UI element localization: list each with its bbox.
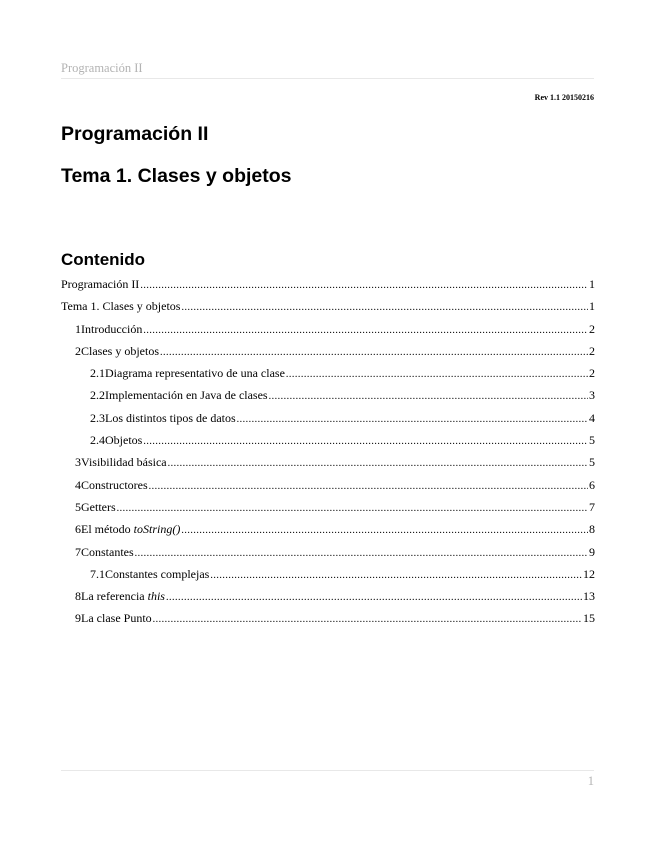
toc-entry-page: 6 <box>589 477 595 492</box>
toc-entry-label[interactable]: Programación II <box>61 277 140 291</box>
toc-entry-label[interactable]: 7Constantes <box>75 544 134 559</box>
toc-entry-label[interactable] <box>75 588 165 604</box>
toc-leader-dots <box>153 612 582 628</box>
toc-entry-label[interactable]: 4Constructores <box>75 477 148 492</box>
toc-entry[interactable] <box>61 410 595 432</box>
toc-entry[interactable] <box>61 521 595 543</box>
toc-entry[interactable] <box>61 610 595 632</box>
toc-leader-dots <box>168 456 588 472</box>
toc-entry-label-code: this <box>147 589 165 604</box>
toc-leader-dots <box>149 479 588 495</box>
toc-entry-label-code: toString() <box>133 522 181 537</box>
toc-entry[interactable] <box>61 321 595 343</box>
toc-entry[interactable] <box>61 365 595 387</box>
toc-leader-dots <box>135 546 588 562</box>
toc-entry[interactable] <box>61 499 595 521</box>
toc-entry-page: 3 <box>589 388 595 403</box>
toc-entry-page: 5 <box>589 433 595 448</box>
toc-leader-dots <box>237 412 588 428</box>
toc-entry[interactable] <box>61 566 595 588</box>
toc-entry-label[interactable]: 3Visibilidad básica <box>75 455 167 470</box>
toc-entry-page: 2 <box>589 321 595 336</box>
toc-leader-dots <box>143 323 588 339</box>
footer-divider <box>61 770 594 771</box>
toc-entry-page: 13 <box>583 589 595 604</box>
toc-entry[interactable] <box>61 588 595 610</box>
toc-leader-dots <box>269 389 588 405</box>
toc-entry-label[interactable]: 1Introducción <box>75 321 143 336</box>
toc-entry-label[interactable]: 5Getters <box>75 499 116 514</box>
running-header: Programación II <box>61 61 594 79</box>
toc-entry-page: 9 <box>589 544 595 559</box>
toc-entry-page: 2 <box>589 343 595 358</box>
toc-entry[interactable] <box>61 544 595 566</box>
toc-leader-dots <box>166 590 582 606</box>
toc-entry[interactable] <box>61 298 595 320</box>
toc-entry-page: 15 <box>583 611 595 626</box>
document-subtitle: Tema 1. Clases y objetos <box>61 165 292 187</box>
toc-entry-label[interactable]: 2.1Diagrama representativo de una clase <box>90 366 285 381</box>
toc-entry[interactable] <box>61 477 595 499</box>
toc-leader-dots <box>140 278 588 294</box>
toc-entry-label[interactable] <box>75 521 180 537</box>
toc-entry-page: 4 <box>589 410 595 425</box>
toc-entry[interactable] <box>61 276 595 298</box>
toc-entry-page: 8 <box>589 522 595 537</box>
page-number: 1 <box>587 774 594 788</box>
toc-entry-page: 5 <box>589 455 595 470</box>
toc-leader-dots <box>181 523 588 539</box>
toc-entry-label[interactable]: 2.2Implementación en Java de clases <box>90 388 268 403</box>
toc-heading: Contenido <box>61 250 146 269</box>
table-of-contents <box>61 276 595 633</box>
toc-entry-label[interactable]: Tema 1. Clases y objetos <box>61 299 181 314</box>
toc-entry-page: 1 <box>589 299 595 314</box>
revision-label: Rev 1.1 20150216 <box>534 93 594 102</box>
toc-leader-dots <box>210 568 582 584</box>
toc-entry[interactable] <box>61 343 595 365</box>
toc-entry-page: 12 <box>583 566 595 581</box>
toc-entry-label[interactable]: 7.1Constantes complejas <box>90 566 210 581</box>
toc-leader-dots <box>117 501 588 517</box>
toc-entry-label[interactable]: 2.4Objetos <box>90 433 143 448</box>
toc-entry-label[interactable]: 9La clase Punto <box>75 611 152 626</box>
toc-entry-page: 7 <box>589 499 595 514</box>
toc-entry-label[interactable]: 2.3Los distintos tipos de datos <box>90 410 236 425</box>
document-title: Programación II <box>61 123 209 145</box>
toc-entry-page: 2 <box>589 366 595 381</box>
toc-leader-dots <box>286 367 588 383</box>
toc-entry-label-text: 8La referencia <box>75 589 148 604</box>
toc-entry-label[interactable]: 2Clases y objetos <box>75 343 159 358</box>
toc-entry[interactable] <box>61 387 595 409</box>
toc-entry[interactable] <box>61 432 595 454</box>
toc-entry-label-text: 6El método <box>75 522 134 537</box>
toc-leader-dots <box>143 434 588 450</box>
toc-entry[interactable] <box>61 454 595 476</box>
toc-leader-dots <box>181 300 588 316</box>
toc-entry-page: 1 <box>589 277 595 291</box>
toc-leader-dots <box>160 345 588 361</box>
